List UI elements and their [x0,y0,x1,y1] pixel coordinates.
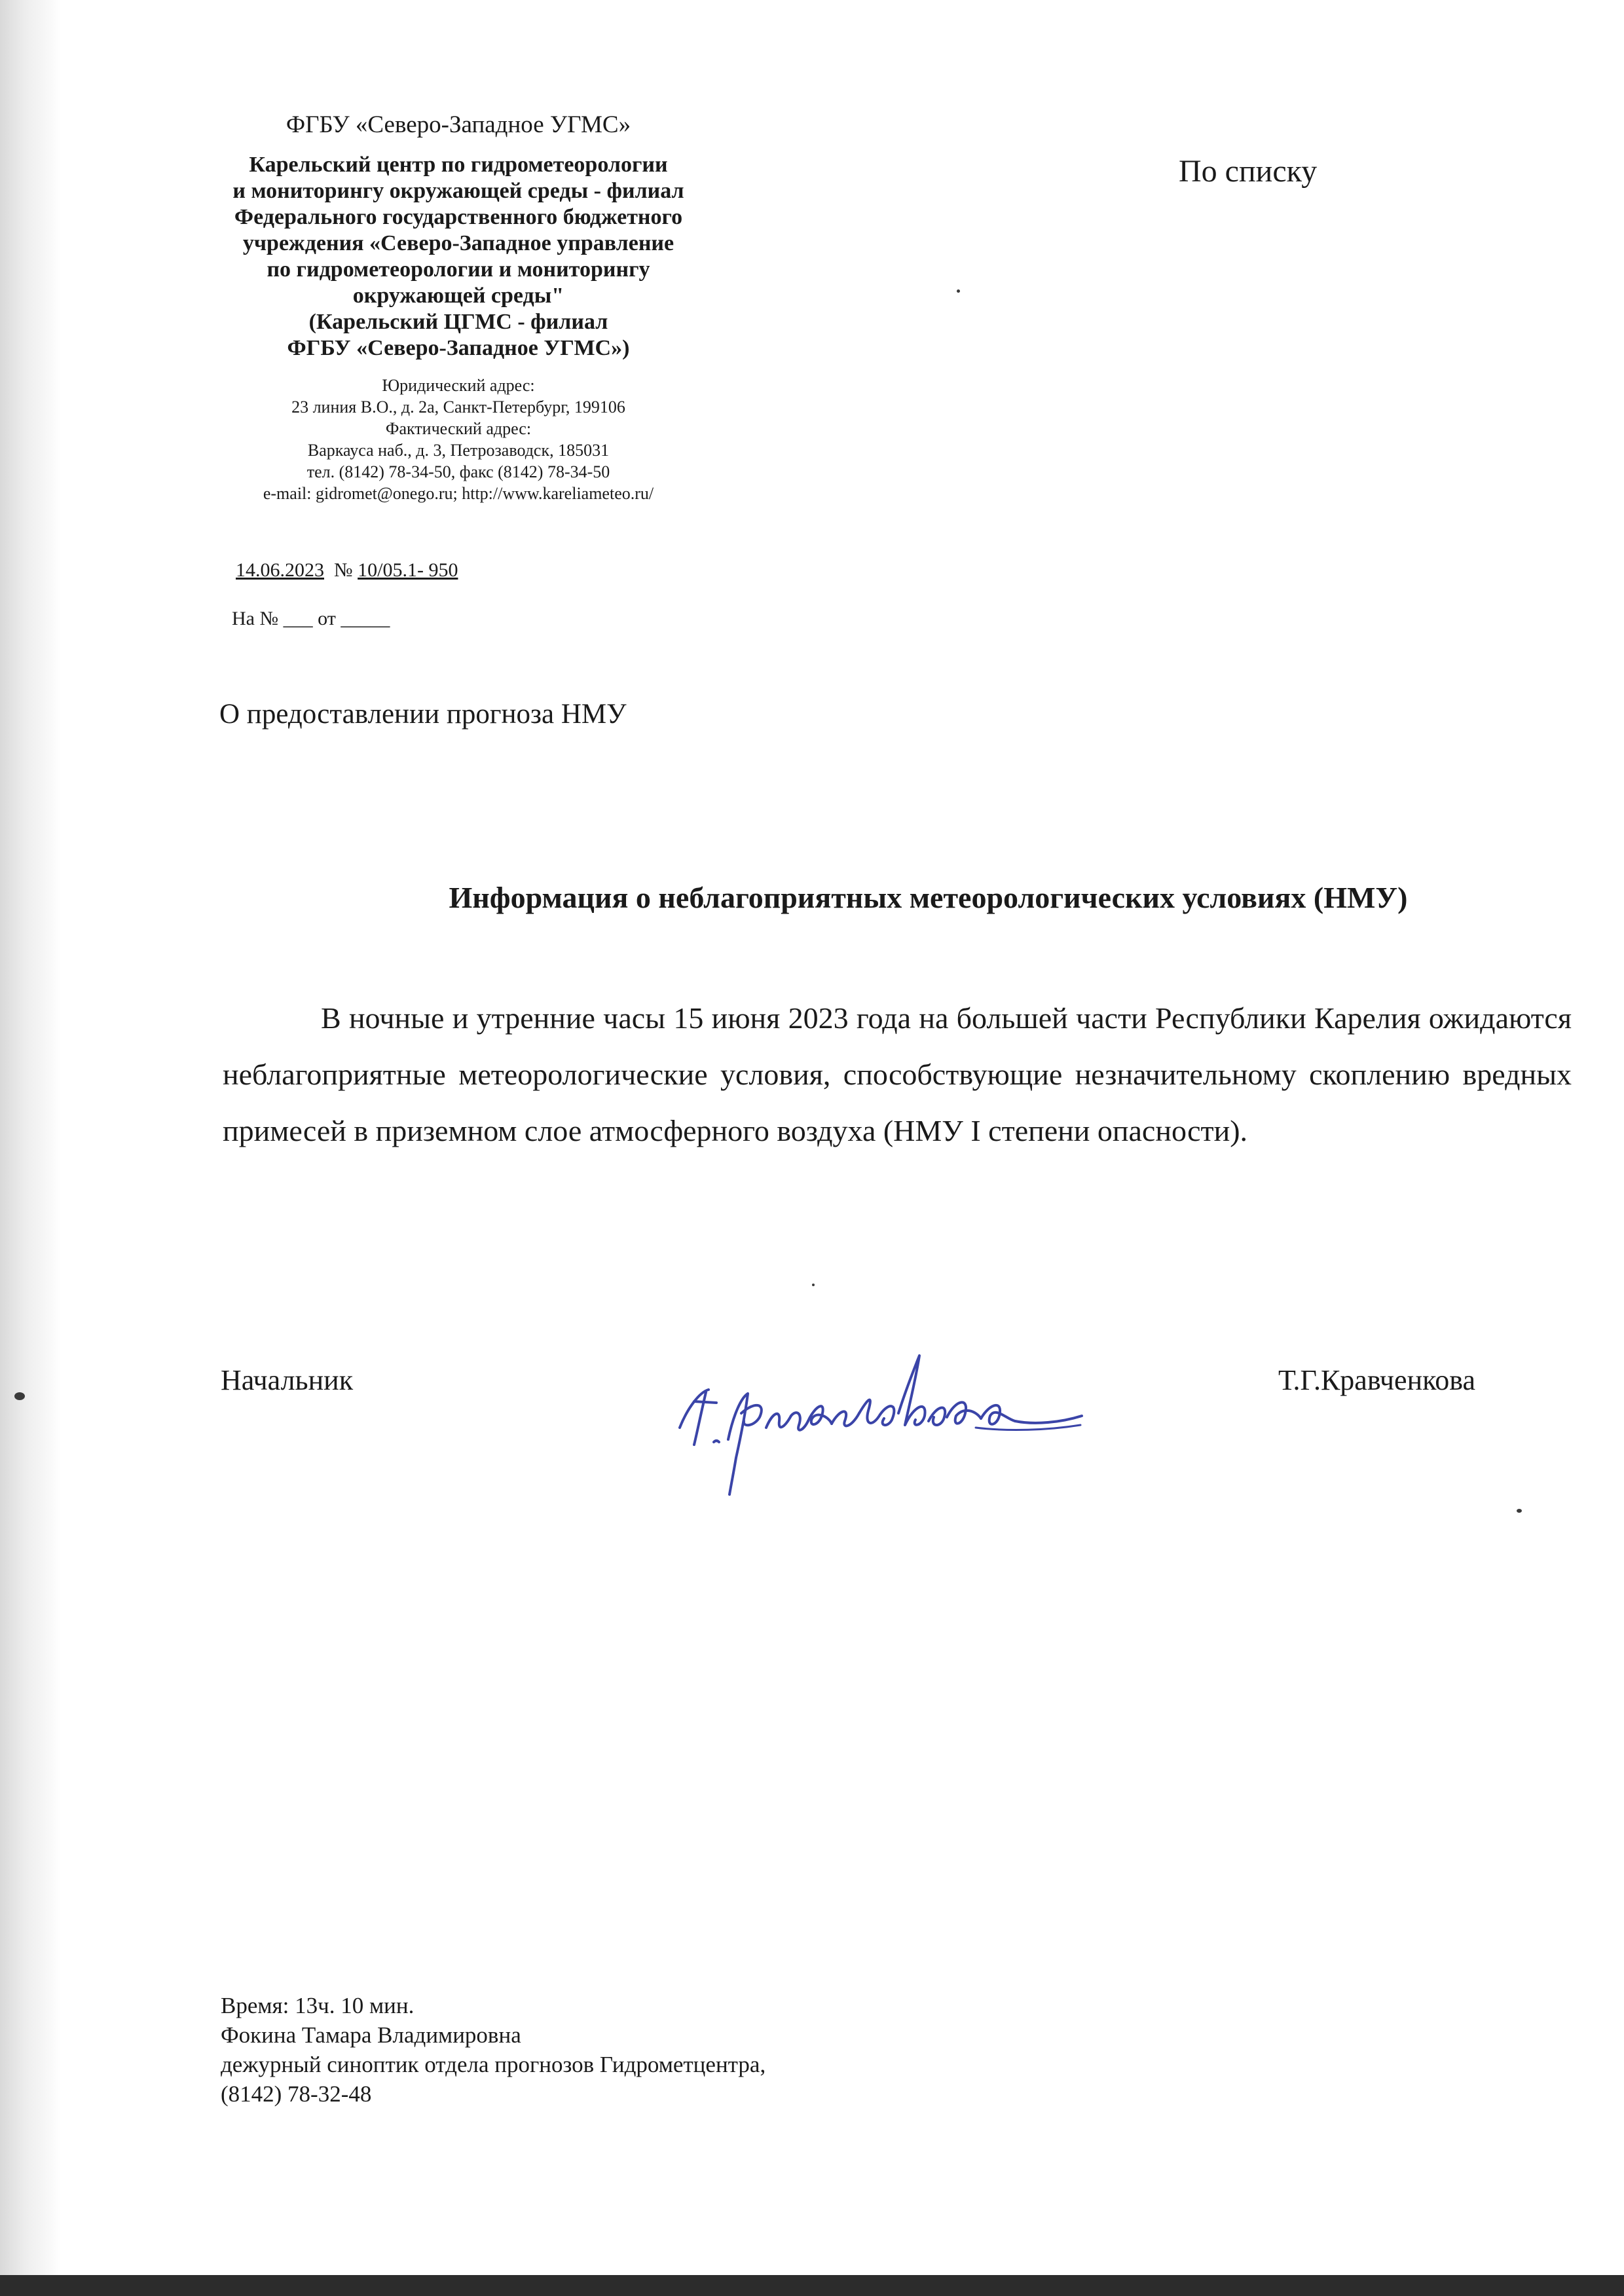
address-line: Варкауса наб., д. 3, Петрозаводск, 185031 [307,441,610,460]
org-full-name [190,152,727,361]
footer-line: дежурный синоптик отдела прогнозов Гидрометцентра, [221,2052,766,2077]
document-heading: Информация о неблагоприятных метеорологических условиях (НМУ) [449,881,1408,914]
footer-line: Фокина Тамара Владимировна [221,2022,521,2048]
org-name-line: окружающей среды" [352,284,564,308]
signer-name: Т.Г.Кравченкова [1278,1364,1475,1396]
org-name-line: (Карельский ЦГМС - филиал [308,310,608,334]
signer-position: Начальник [221,1364,354,1396]
handwritten-signature [668,1329,1087,1500]
scan-bottom-edge [0,2275,1624,2296]
reply-reference: На № ___ от _____ [232,608,390,629]
scan-speck [812,1284,815,1286]
address-line: тел. (8142) 78-34-50, факс (8142) 78-34-50 [306,462,610,481]
org-short-name: ФГБУ «Северо-Западное УГМС» [286,111,631,138]
address-line: 23 линия В.О., д. 2а, Санкт-Петербург, 199106 [291,398,625,417]
addressee: По списку [1179,154,1318,189]
body-paragraph: В ночные и утренние часы 15 июня 2023 года на большей части Республики Карелия ожидаются неблагоприятные метеорологические условия, способствующие незначительному скоплению вредных примесей в приземном слое атмосферного воздуха (НМУ I степени опасности). [223,1001,1572,1147]
letter-subject: О предоставлении прогноза НМУ [219,699,627,730]
org-address [190,375,727,504]
executor-info [221,1991,766,2109]
scan-speck [957,289,960,293]
footer-line: (8142) 78-32-48 [221,2081,372,2107]
address-line: Фактический адрес: [385,419,532,438]
outgoing-number: 10/05.1- 950 [358,559,458,581]
org-name-line: и мониторингу окружающей среды - филиал [232,179,684,203]
org-name-line: учреждения «Северо-Западное управление [242,231,674,255]
outgoing-date: 14.06.2023 [236,559,324,581]
org-name-line: Федерального государственного бюджетного [234,205,683,229]
outgoing-reference [236,558,458,583]
address-line: e-mail: gidromet@onego.ru; http://www.kareliameteo.ru/ [263,484,654,503]
scan-speck [14,1392,25,1400]
address-line: Юридический адрес: [382,376,535,395]
scan-left-edge [0,0,60,2296]
org-name-line: ФГБУ «Северо-Западное УГМС») [287,336,630,360]
footer-line: Время: 13ч. 10 мин. [221,1993,415,2018]
scan-speck [1517,1509,1522,1513]
org-name-line: по гидрометеорологии и мониторингу [267,257,650,282]
org-name-line: Карельский центр по гидрометеорологии [249,153,668,177]
outgoing-number-prefix: № [334,559,353,581]
letterhead [190,110,727,504]
